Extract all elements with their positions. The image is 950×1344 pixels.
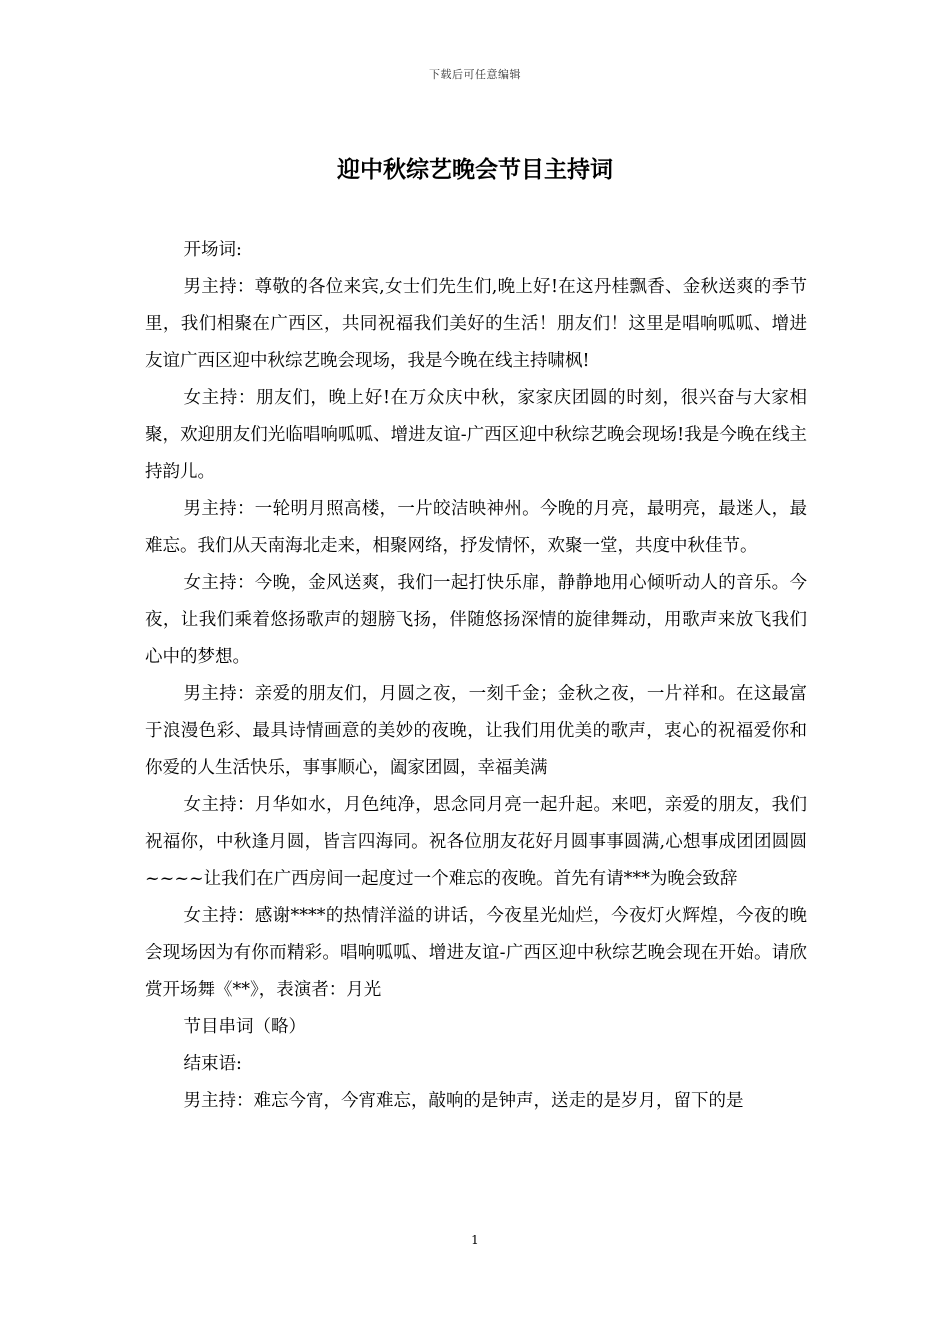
paragraph: 男主持：难忘今宵，今宵难忘，敲响的是钟声，送走的是岁月，留下的是 [183, 1091, 744, 1111]
paragraph: 男主持：尊敬的各位来宾,女士们先生们,晚上好!在这丹桂飘香、金秋送爽的季节里，我们相聚在广西区，共同祝福我们美好的生活！朋友们！这里是唱响呱呱、增进友谊广西区迎中秋综艺晚会现场，我是今晚在线主持啸枫! [145, 277, 807, 371]
page-header: 下载后可任意编辑 [429, 68, 521, 81]
paragraph-opening-label: 开场词: [183, 240, 242, 260]
paragraph: 男主持：一轮明月照高楼，一片皎洁映神州。今晚的月亮，最明亮，最迷人，最难忘。我们从天南海北走来，相聚网络，抒发情怀，欢聚一堂，共度中秋佳节。 [145, 499, 807, 556]
page-number: 1 [471, 1233, 479, 1247]
paragraph: 男主持：亲爱的朋友们，月圆之夜，一刻千金；金秋之夜，一片祥和。在这最富于浪漫色彩、最具诗情画意的美妙的夜晚，让我们用优美的歌声，衷心的祝福爱你和你爱的人生活快乐，事事顺心，阖家团圆，幸福美满 [145, 684, 807, 778]
paragraph: 女主持：感谢****的热情洋溢的讲话，今夜星光灿烂，今夜灯火辉煌，今夜的晚会现场因为有你而精彩。唱响呱呱、增进友谊-广西区迎中秋综艺晚会现在开始。请欣赏开场舞《**》，表演者：月光 [145, 906, 807, 1000]
paragraph: 女主持：朋友们，晚上好!在万众庆中秋，家家庆团圆的时刻，很兴奋与大家相聚，欢迎朋友们光临唱响呱呱、增进友谊-广西区迎中秋综艺晚会现场!我是今晚在线主持韵儿。 [145, 388, 807, 482]
paragraph: 女主持：今晚，金风送爽，我们一起打快乐扉，静静地用心倾听动人的音乐。今夜，让我们乘着悠扬歌声的翅膀飞扬，伴随悠扬深情的旋律舞动，用歌声来放飞我们心中的梦想。 [145, 573, 807, 667]
paragraph: 女主持：月华如水，月色纯净，思念同月亮一起升起。来吧，亲爱的朋友，我们祝福你，中秋逢月圆，皆言四海同。祝各位朋友花好月圆事事圆满,心想事成团团圆圆~~~~让我们在广西房间一起度过一个难忘的夜晚。首先有请***为晚会致辞 [145, 795, 807, 889]
document-body [145, 232, 807, 1120]
paragraph-closing-label: 结束语: [183, 1054, 242, 1074]
paragraph-program-note: 节目串词（略） [183, 1017, 306, 1037]
document-title: 迎中秋综艺晚会节目主持词 [337, 156, 613, 183]
